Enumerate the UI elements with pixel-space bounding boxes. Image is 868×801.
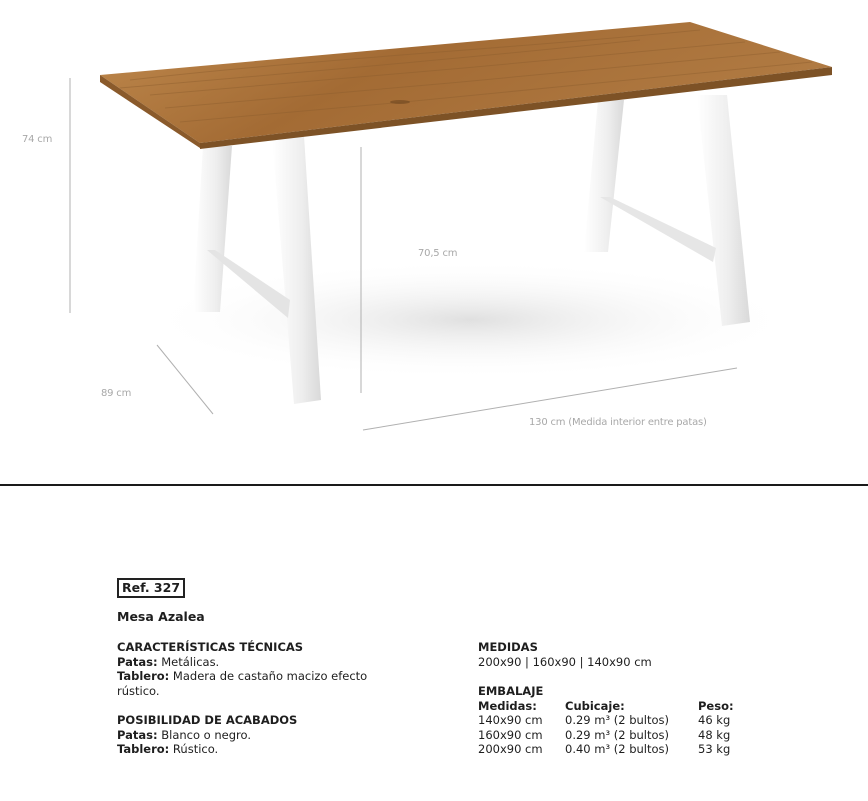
measures-value: 200x90 | 160x90 | 140x90 cm [478,654,652,669]
leg-back-left [584,100,624,252]
spec-tablero [117,669,367,684]
reference-badge: Ref. 327 [117,578,185,598]
finish-patas [117,728,297,743]
spec-tablero-value: Madera de castaño macizo efecto [169,669,368,684]
packaging [478,684,734,757]
table-row [478,742,734,757]
packaging-table [478,699,734,757]
finish-tablero [117,742,297,757]
finish-tablero-value: Rústico. [169,742,219,757]
spec-tablero-label: Tablero: [117,669,170,684]
dim-label-height-under: 70,5 cm [418,248,458,259]
crossbar-back [600,197,716,262]
spec-patas [117,655,367,670]
wood-knot [390,100,410,104]
measures [478,640,652,669]
packaging-header-row [478,699,734,714]
cell-medidas: 200x90 cm [478,742,543,757]
section-divider [0,484,868,486]
finish-patas-value: Blanco o negro. [157,727,252,742]
col-header-peso: Peso: [698,698,734,713]
measures-heading: MEDIDAS [478,640,538,654]
dim-label-height-total: 74 cm [22,134,53,145]
cell-cubicaje: 0.29 m³ (2 bultos) [565,727,669,742]
finish-options [117,713,297,757]
floor-shadow [140,260,800,380]
technical-specs [117,640,367,698]
spec-patas-value: Metálicas. [157,654,220,669]
cell-peso: 53 kg [698,742,731,757]
finish-heading: POSIBILIDAD DE ACABADOS [117,713,298,727]
col-header-cubicaje: Cubicaje: [565,698,625,713]
cell-peso: 48 kg [698,727,731,742]
cell-medidas: 160x90 cm [478,727,543,742]
specs-heading: CARACTERÍSTICAS TÉCNICAS [117,640,304,654]
col-header-medidas: Medidas: [478,698,537,713]
spec-patas-label: Patas: [117,654,158,669]
table-row [478,728,734,743]
cell-peso: 46 kg [698,713,731,728]
table-row [478,713,734,728]
cell-cubicaje: 0.40 m³ (2 bultos) [565,742,669,757]
dim-label-depth: 89 cm [101,388,132,399]
finish-patas-label: Patas: [117,727,158,742]
cell-cubicaje: 0.29 m³ (2 bultos) [565,713,669,728]
cell-medidas: 140x90 cm [478,713,543,728]
product-title: Mesa Azalea [117,609,205,624]
finish-tablero-label: Tablero: [117,742,170,757]
spec-tablero-cont: rústico. [117,683,160,698]
packaging-heading: EMBALAJE [478,684,544,698]
dim-label-width: 130 cm (Medida interior entre patas) [529,417,707,428]
